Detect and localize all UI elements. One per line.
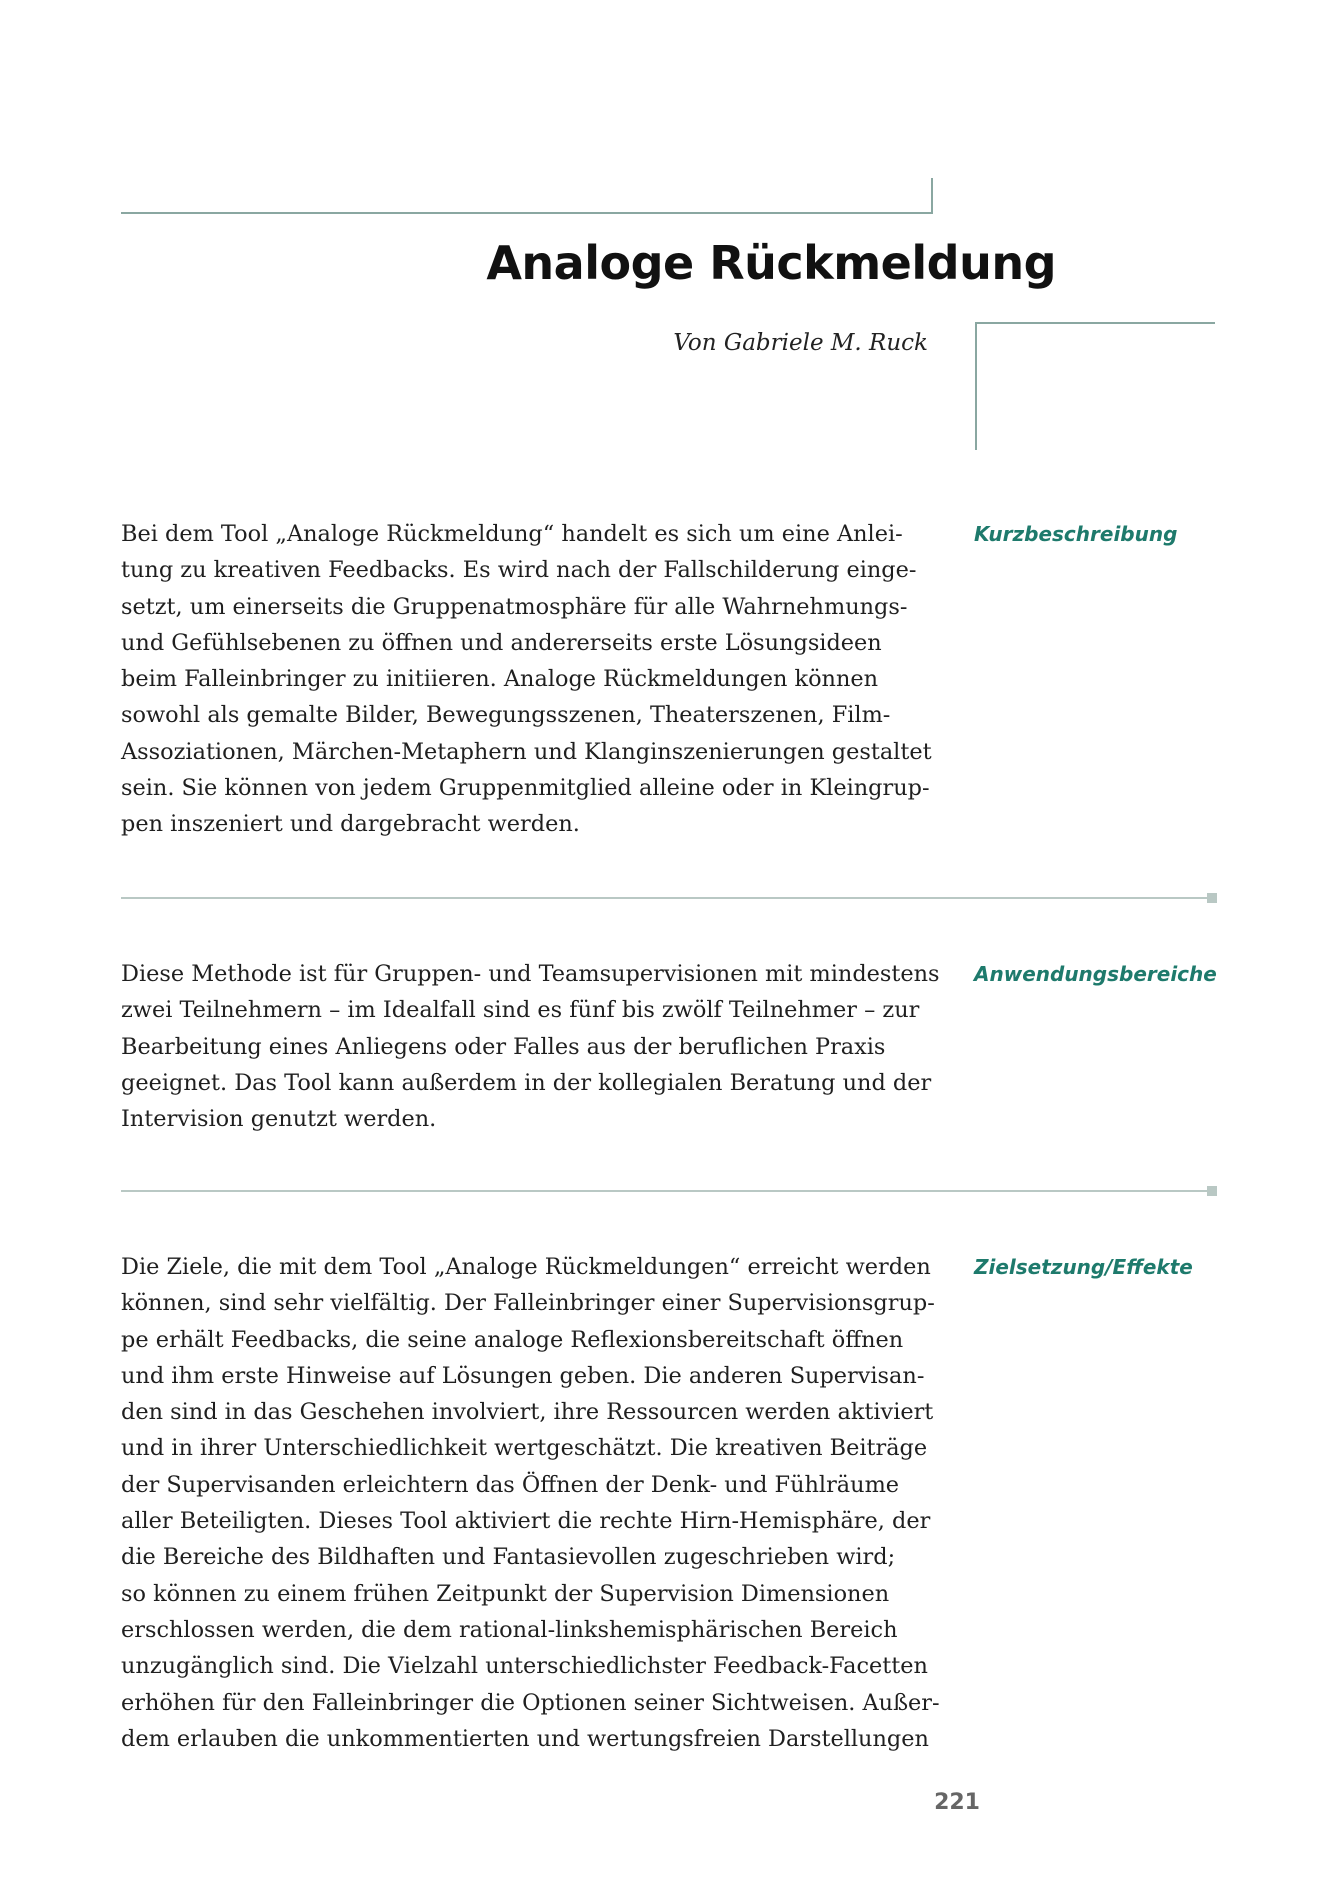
text-line: erhöhen für den Falleinbringer die Optionen seiner Sichtweisen. Außer-	[121, 1689, 940, 1716]
section-divider	[121, 897, 1211, 899]
text-line: geeignet. Das Tool kann außerdem in der kollegialen Beratung und der	[121, 1069, 932, 1096]
page-title: Analoge Rückmeldung	[486, 236, 1056, 290]
section-text-anwendungsbereiche	[121, 956, 940, 1137]
text-line: pe erhält Feedbacks, die seine analoge Reflexionsbereitschaft öffnen	[121, 1326, 904, 1353]
text-line: die Bereiche des Bildhaften und Fantasievollen zugeschrieben wird;	[121, 1544, 896, 1571]
text-line: beim Falleinbringer zu initiieren. Analoge Rückmeldungen können	[121, 666, 879, 693]
text-line: sowohl als gemalte Bilder, Bewegungsszenen, Theaterszenen, Film-	[121, 702, 891, 729]
text-line: Die Ziele, die mit dem Tool „Analoge Rückmeldungen“ erreicht werden	[121, 1254, 931, 1280]
text-line: tung zu kreativen Feedbacks. Es wird nach der Fallschilderung einge-	[121, 557, 917, 584]
section-divider	[121, 1190, 1211, 1192]
header-rule-horizontal	[121, 212, 933, 214]
text-line: zwei Teilnehmern – im Idealfall sind es fünf bis zwölf Teilnehmer – zur	[121, 997, 920, 1024]
margin-label-anwendungsbereiche: Anwendungsbereiche	[974, 962, 1217, 986]
text-line: so können zu einem frühen Zeitpunkt der Supervision Dimensionen	[121, 1580, 890, 1607]
text-line: der Supervisanden erleichtern das Öffnen der Denk- und Fühlräume	[121, 1471, 900, 1498]
text-line: sein. Sie können von jedem Gruppenmitglied alleine oder in Kleingrup-	[121, 775, 930, 802]
text-line: Bei dem Tool „Analoge Rückmeldung“ handelt es sich um eine Anlei-	[121, 521, 903, 547]
divider-end-square	[1207, 893, 1217, 903]
author-corner-horizontal	[975, 322, 1215, 324]
section-text-kurzbeschreibung	[121, 516, 933, 843]
text-line: den sind in das Geschehen involviert, ihre Ressourcen werden aktiviert	[121, 1399, 934, 1426]
text-line: Assoziationen, Märchen-Metaphern und Klanginszenierungen gestaltet	[121, 738, 932, 765]
text-line: setzt, um einerseits die Gruppenatmosphäre für alle Wahrnehmungs-	[121, 593, 908, 620]
section-text-zielsetzung	[121, 1249, 940, 1757]
text-line: aller Beteiligten. Dieses Tool aktiviert die rechte Hirn-Hemisphäre, der	[121, 1508, 931, 1535]
text-line: dem erlauben die unkommentierten und wertungsfreien Darstellungen	[121, 1725, 929, 1752]
text-line: erschlossen werden, die dem rational-linkshemisphärischen Bereich	[121, 1616, 898, 1643]
author-line: Von Gabriele M. Ruck	[673, 330, 928, 356]
page-number: 221	[934, 1790, 980, 1815]
divider-end-square	[1207, 1186, 1217, 1196]
text-line: Diese Methode ist für Gruppen- und Teamsupervisionen mit mindestens	[121, 961, 940, 987]
text-line: und in ihrer Unterschiedlichkeit wertgeschätzt. Die kreativen Beiträge	[121, 1435, 928, 1462]
text-line: und ihm erste Hinweise auf Lösungen geben. Die anderen Supervisan-	[121, 1362, 925, 1389]
text-line: können, sind sehr vielfältig. Der Falleinbringer einer Supervisionsgrup-	[121, 1290, 935, 1317]
text-line: Intervision genutzt werden.	[121, 1106, 437, 1133]
text-line: unzugänglich sind. Die Vielzahl unterschiedlichster Feedback-Facetten	[121, 1653, 928, 1680]
text-line: pen inszeniert und dargebracht werden.	[121, 811, 580, 838]
header-rule-vertical	[931, 178, 933, 214]
author-corner-vertical	[975, 322, 977, 450]
margin-label-kurzbeschreibung: Kurzbeschreibung	[974, 522, 1178, 546]
margin-label-zielsetzung: Zielsetzung/Effekte	[974, 1255, 1193, 1279]
text-line: und Gefühlsebenen zu öffnen und andererseits erste Lösungsideen	[121, 629, 882, 656]
text-line: Bearbeitung eines Anliegens oder Falles aus der beruflichen Praxis	[121, 1033, 886, 1060]
